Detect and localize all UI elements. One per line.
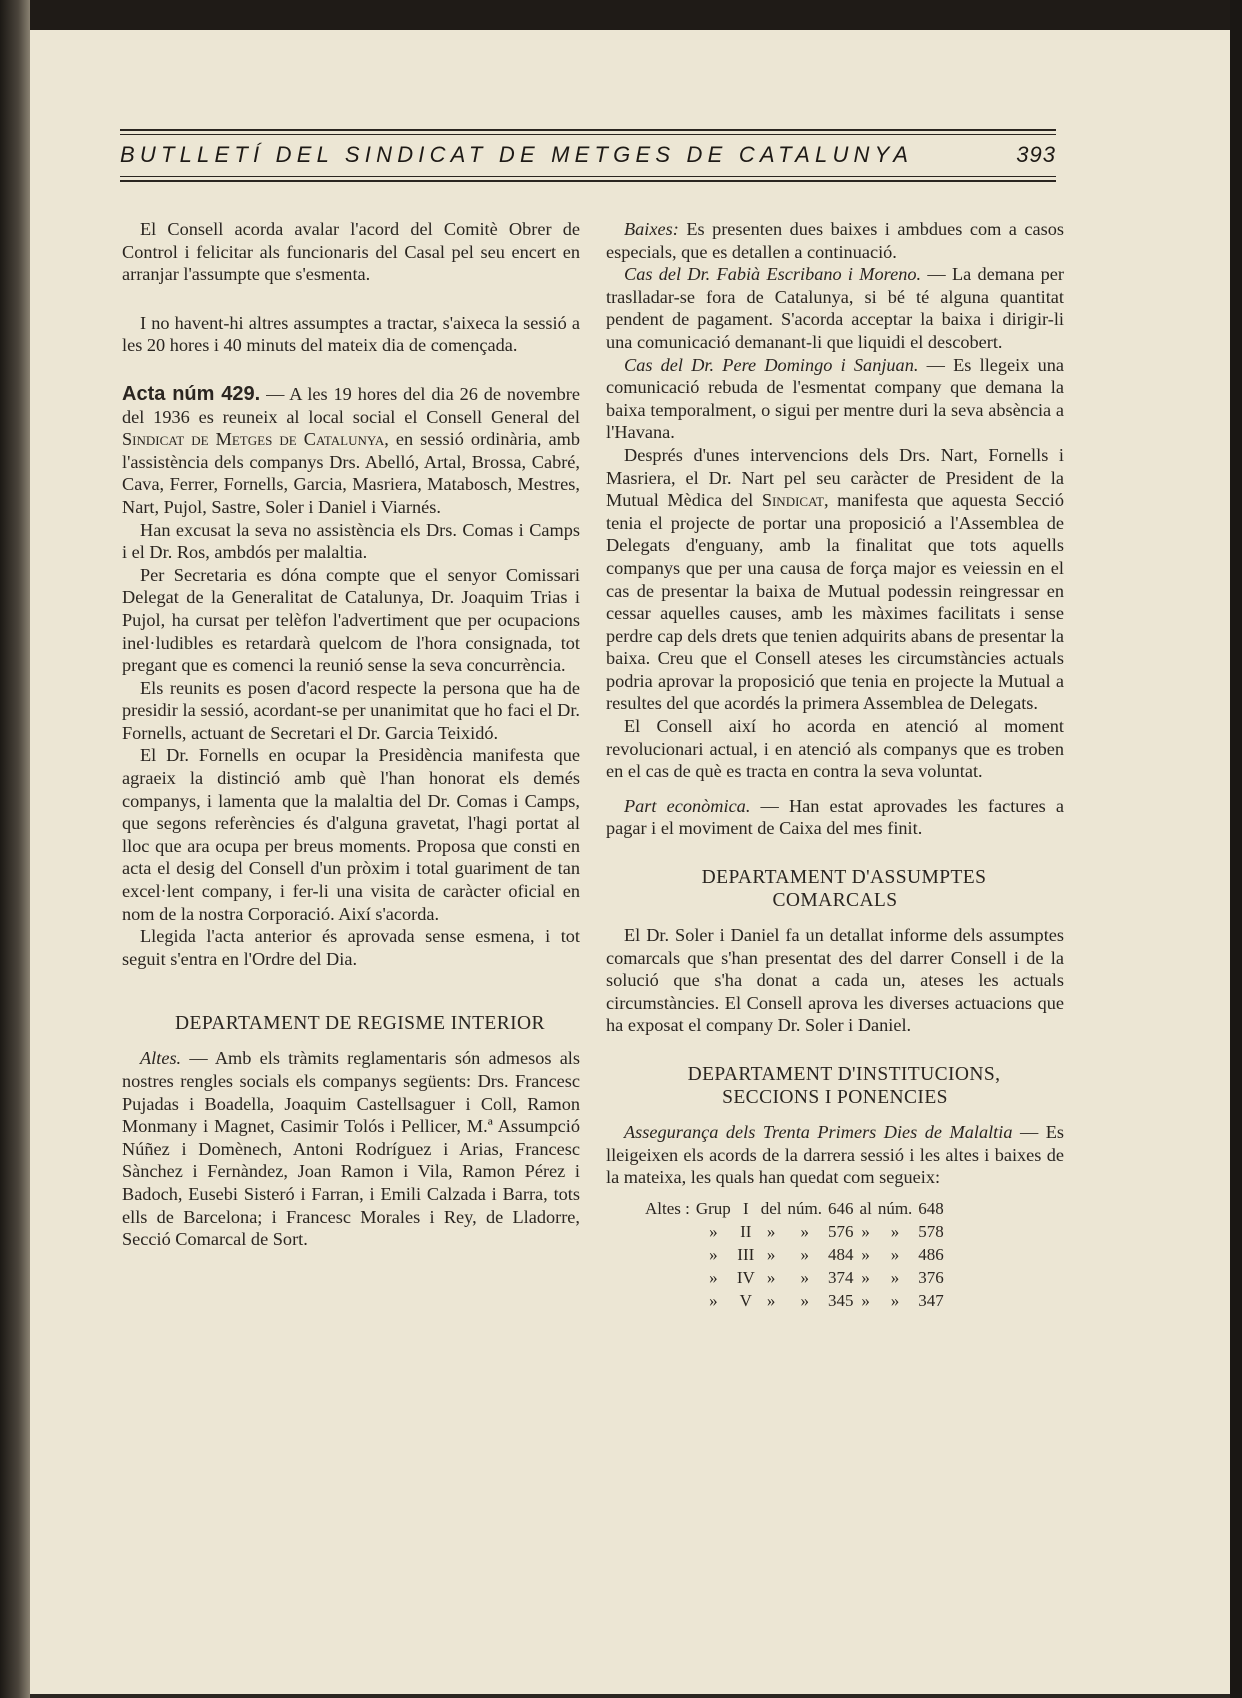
acta-number-label: Acta núm 429. (122, 382, 261, 405)
assegurança-label: Assegurança dels Trenta Primers Dies de Malaltia (624, 1122, 1013, 1142)
cas-fabia-label: Cas del Dr. Fabià Escribano i Moreno. (624, 264, 922, 285)
table-cell-n2lab: » (890, 1267, 900, 1287)
header-rule-top-thin (120, 134, 1056, 135)
table-cell-n2lab: » (890, 1290, 900, 1310)
paragraph-presidir: Els reunits es posen d'acord respecte la persona que ha de presidir la sessió, acordant-se per unanimitat que ho faci el Dr. Fornells, actuant de Secretari el Dr. Garcia Teixidó. (122, 677, 580, 743)
table-cell-al: al (859, 1198, 872, 1218)
book-spine (0, 0, 30, 1698)
part-economica-label: Part econòmica. (624, 795, 751, 816)
table-cell-n2: 578 (918, 1221, 944, 1241)
table-cell-num: II (740, 1221, 752, 1241)
table-cell-del: » (766, 1221, 776, 1241)
table-cell-grup: » (709, 1267, 718, 1287)
right-column (606, 218, 1064, 1312)
table-cell-n1lab: » (800, 1290, 810, 1310)
paragraph-fornells: El Dr. Fornells en ocupar la Presidència manifesta que agraeix la distinció amb què l'han honorat els demés companys, i lamenta que la malaltia del Dr. Comas i Camps, que segons referències és d'alguna gravetat, l'hagi portat al lloc que ara ocupa per breus moments. Proposa que consti en acta el desig del Consell d'un pròxim i total guariment de tan excel·lent company, i fer-li una visita de caràcter oficial en nom de la nostra Corporació. Així s'acorda. (122, 745, 580, 924)
table-cell-grup: Grup (695, 1198, 731, 1218)
paragraph-acta-429: Acta núm 429. — A les 19 hores del dia 26 de novembre del 1936 es reuneix al local social el Consell General del Sindicat de Metges de Catalunya, en sessió ordinària, amb l'assistència dels companys Drs. Abelló, Artal, Brossa, Cabré, Cava, Ferrer, Fornells, Garcia, Masriera, Matabosch, Mestres, Nart, Pujol, Sastre, Soler i Daniel i Viarnés. (122, 382, 580, 517)
paragraph-aixeca-sessio: I no havent-hi altres assumptes a tractar, s'aixeca la sessió a les 20 hores i 40 minuts del mateix dia de començada. (122, 312, 580, 356)
table-cell-n2lab: » (890, 1221, 900, 1241)
paragraph-assegurança: Assegurança dels Trenta Primers Dies de Malaltia — Es lleigeixen els acords de la darrera sessió i les altes i baixes de la mateixa, les quals han quedat com segueix: (606, 1122, 1064, 1188)
scan-top-border (0, 0, 1242, 30)
table-row (642, 1266, 947, 1289)
table-cell-n1: 345 (828, 1290, 854, 1310)
altes-grups-table (642, 1197, 947, 1312)
table-cell-n1lab: » (800, 1244, 810, 1264)
left-column (122, 218, 580, 1251)
table-cell-al: » (861, 1267, 870, 1287)
table-cell-num: III (737, 1244, 755, 1264)
table-cell-del: » (766, 1267, 776, 1287)
paragraph-part-economica: Part econòmica. — Han estat aprovades les factures a pagar i el moviment de Caixa del mes finit. (606, 795, 1064, 839)
altes-label: Altes. (140, 1048, 182, 1069)
table-cell-n2: 486 (918, 1244, 944, 1264)
table-cell-n2: 376 (918, 1267, 944, 1287)
table-cell-n1lab: » (800, 1221, 810, 1241)
table-row (642, 1197, 947, 1220)
scan-right-border (1230, 0, 1242, 1698)
section-heading-regisme-interior: DEPARTAMENT DE REGISME INTERIOR (175, 1013, 545, 1035)
header-rule-top (120, 129, 1056, 131)
section-heading-institucions: DEPARTAMENT D'INSTITUCIONS, SECCIONS I PONENCIES (687, 1064, 1001, 1108)
table-cell-grup: » (709, 1221, 718, 1241)
table-cell-n1: 646 (828, 1198, 854, 1218)
paragraph-consell-acorda-mutual: El Consell així ho acorda en atenció al moment revolucionari actual, i en atenció als companys que es troben en el cas de què es tracta en contra la seva voluntat. (606, 716, 1064, 782)
table-cell-lead (642, 1220, 693, 1243)
table-cell-n1lab: núm. (787, 1198, 823, 1218)
paragraph-secretaria: Per Secretaria es dóna compte que el senyor Comissari Delegat de la Generalitat de Catalunya, Dr. Joaquim Trias i Pujol, ha cursat per telèfon l'advertiment que per ocupacions inel·ludibles es retardarà quelcom de l'hora consignada, tot pregant que es comenci la reunió sense la seva concurrència. (122, 564, 580, 676)
cas-pere-label: Cas del Dr. Pere Domingo i Sanjuan. (624, 354, 919, 375)
table-cell-n2: 347 (918, 1290, 944, 1310)
section-heading-assumptes-comarcals: DEPARTAMENT D'ASSUMPTES COMARCALS (701, 867, 987, 912)
paragraph-baixes: Baixes: Es presenten dues baixes i ambdues com a casos especials, que es detallen a continuació. (606, 219, 1064, 262)
sindicat-name: Sindicat (761, 490, 824, 511)
table-cell-n1: 374 (828, 1267, 854, 1287)
table-cell-grup: » (709, 1290, 718, 1310)
table-row (642, 1220, 947, 1243)
paragraph-acta-anterior: Llegida l'acta anterior és aprovada sense esmena, i tot seguit s'entra en l'Ordre del Dia. (122, 926, 580, 969)
header-rule-bottom (120, 180, 1056, 182)
table-cell-del: del (760, 1198, 782, 1218)
table-row (642, 1289, 947, 1312)
running-head (120, 140, 1056, 170)
running-title: BUTLLETÍ DEL SINDICAT DE METGES DE CATALUNYA (120, 142, 914, 167)
table-cell-al: » (861, 1290, 870, 1310)
paragraph-cas-pere: Cas del Dr. Pere Domingo i Sanjuan. — Es llegeix una comunicació rebuda de l'esmentat company que demana la baixa temporalment, o sigui per mentre duri la seva absència a l'Havana. (606, 354, 1064, 443)
paragraph-cas-fabia: Cas del Dr. Fabià Escribano i Moreno. — La demana per traslladar-se fora de Catalunya, si bé té alguna quantitat pendent de pagament. S'acorda acceptar la baixa i dirigir-li una comunicació demanant-li que liquidi el descobert. (606, 264, 1065, 352)
paragraph-soler: El Dr. Soler i Daniel fa un detallat informe dels assumptes comarcals que s'han presentat des del darrer Consell i de la solució que s'ha donat a cada un, ateses les actuals circumstàncies. El Consell aprova les diverses actuacions que ha exposat el company Dr. Soler i Daniel. (606, 925, 1064, 1036)
header-rule-bottom-thin (120, 176, 1056, 177)
table-cell-al: » (861, 1244, 870, 1264)
baixes-label: Baixes: (624, 219, 679, 239)
paragraph-altes: Altes. — Amb els tràmits reglamentaris són admesos als nostres rengles socials els companys següents: Drs. Francesc Pujadas i Boadella, Joaquim Castellsaguer i Coll, Ramon Monmany i Magnet, Casimir Tolós i Pellicer, M.ª Assumpció Núñez i Domènech, Antoni Rodríguez i Arias, Francesc Sànchez i Fernàndez, Joan Ramon i Vila, Ramon Pérez i Badoch, Eusebi Sisteró i Farran, i Emili Calzada i Barra, tots ells de Barcelona; i Francesc Morales i Rey, de Lladorre, Secció Comarcal de Sort. (122, 1048, 580, 1250)
table-cell-n2lab: » (890, 1244, 900, 1264)
table-cell-n1: 484 (828, 1244, 854, 1264)
sindicat-name: Sindicat de Metges de Catalunya (122, 429, 385, 450)
table-cell-del: » (766, 1244, 776, 1264)
table-cell-n2: 648 (918, 1198, 944, 1218)
page-number: 393 (1016, 142, 1056, 167)
table-cell-lead (642, 1289, 693, 1312)
table-cell-n2lab: núm. (877, 1198, 913, 1218)
paragraph-consell-acorda: El Consell acorda avalar l'acord del Comitè Obrer de Control i felicitar als funcionaris del Casal pel seu encert en arranjar l'assumpte que s'esmenta. (122, 219, 580, 285)
paragraph-excusats: Han excusat la seva no assistència els Drs. Comas i Camps i el Dr. Ros, ambdós per malaltia. (122, 519, 580, 563)
table-cell-n1lab: » (800, 1267, 810, 1287)
table-row (642, 1243, 947, 1266)
table-cell-num: I (742, 1198, 749, 1218)
table-cell-grup: » (709, 1244, 718, 1264)
paragraph-mutual: Després d'unes intervencions dels Drs. Nart, Fornells i Masriera, el Dr. Nart pel seu caràcter de President de la Mutual Mèdica del Sindicat, manifesta que aquesta Secció tenia el projecte de portar una proposició a l'Assemblea de Delegats d'enguany, amb la finalitat que tots aquells companys que per una causa de força major es veiessin en el cas de presentar la baixa de Mutual podessin reingressar en cessar aquelles causes, amb les màximes facilitats i sense perdre cap dels drets que tenien adquirits abans de presentar la baixa. Creu que el Consell ateses les circumstàncies actuals podria aprovar la proposició que tenia en projecte la Mutual a resultes del que acordés la primera Assemblea de Delegats. (606, 444, 1065, 714)
table-cell-num: IV (736, 1267, 755, 1287)
table-cell-n1: 576 (828, 1221, 854, 1241)
table-cell-lead: Altes : (645, 1198, 690, 1218)
table-cell-lead (642, 1266, 693, 1289)
table-cell-al: » (861, 1221, 870, 1241)
table-cell-del: » (766, 1290, 776, 1310)
table-cell-num: V (739, 1290, 752, 1310)
table-cell-lead (642, 1243, 693, 1266)
